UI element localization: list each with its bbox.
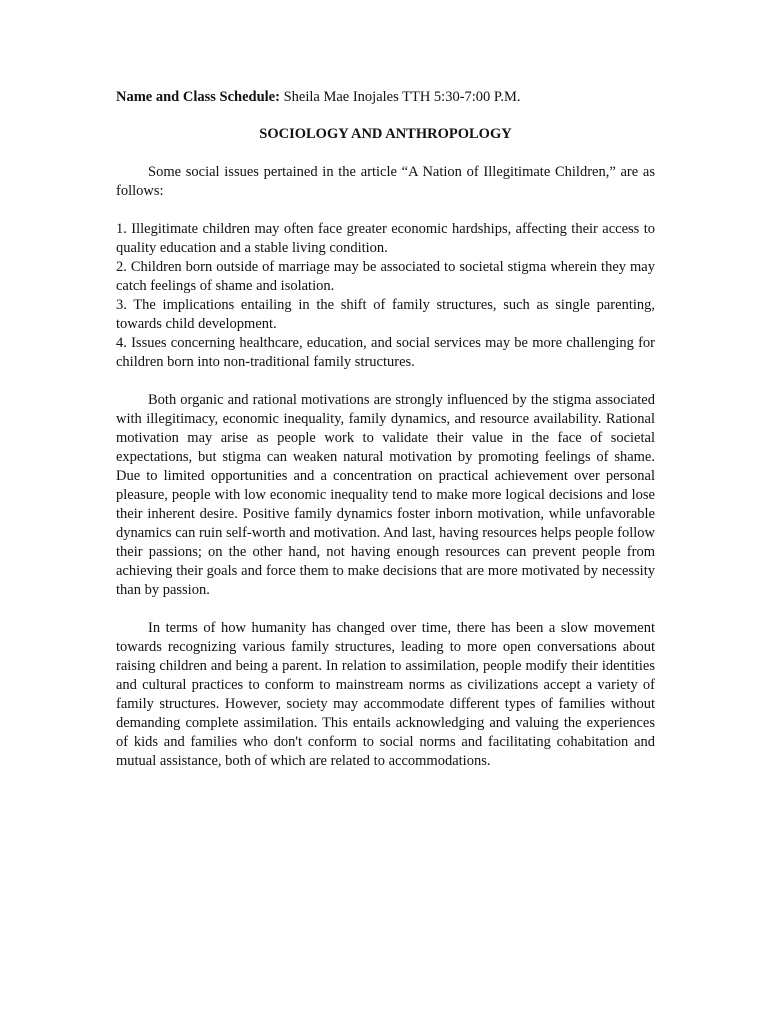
name-schedule-label: Name and Class Schedule: (116, 89, 280, 105)
issue-item-2: 2. Children born outside of marriage may be associated to societal stigma wherein they may catch feelings of shame and isolation. (116, 259, 655, 294)
spacer (116, 600, 655, 619)
issues-list (116, 220, 655, 372)
document-page (116, 88, 655, 771)
issue-item-4: 4. Issues concerning healthcare, education, and social services may be more challenging for children born into non-traditional family structures. (116, 335, 655, 370)
issue-item-1: 1. Illegitimate children may often face greater economic hardships, affecting their access to quality education and a stable living condition. (116, 221, 655, 256)
name-and-schedule-line (116, 88, 655, 107)
spacer (116, 372, 655, 391)
intro-paragraph: Some social issues pertained in the article “A Nation of Illegitimate Children,” are as follows: (116, 164, 655, 199)
name-schedule-value: Sheila Mae Inojales TTH 5:30-7:00 P.M. (279, 89, 521, 105)
issue-item-3: 3. The implications entailing in the shift of family structures, such as single parenting, towards child development. (116, 297, 655, 332)
assimilation-paragraph: In terms of how humanity has changed over time, there has been a slow movement towards recognizing various family structures, leading to more open conversations about raising children and being a parent. In relation to assimilation, people modify their identities and cultural practices to conform to mainstream norms as civilizations accept a variety of family structures. However, society may accommodate different types of families without demanding complete assimilation. This entails acknowledging and valuing the experiences of kids and families who don't conform to social norms and facilitating cohabitation and mutual assistance, both of which are related to accommodations. (116, 620, 655, 769)
motivation-paragraph: Both organic and rational motivations are strongly influenced by the stigma associated with illegitimacy, economic inequality, family dynamics, and resource availability. Rational motivation may arise as people work to validate their value in the face of societal expectations, but stigma can weaken natural motivation by promoting feelings of shame. Due to limited opportunities and a concentration on practical achievement over personal pleasure, people with low economic inequality tend to make more logical decisions and lose their inherent desire. Positive family dynamics foster inborn motivation, while unfavorable dynamics can ruin self-worth and motivation. And last, having resources helps people follow their passions; on the other hand, not having enough resources can prevent people from achieving their goals and force them to make decisions that are more motivated by necessity than by passion. (116, 392, 655, 598)
spacer (116, 201, 655, 220)
document-title: SOCIOLOGY AND ANTHROPOLOGY (259, 126, 512, 142)
